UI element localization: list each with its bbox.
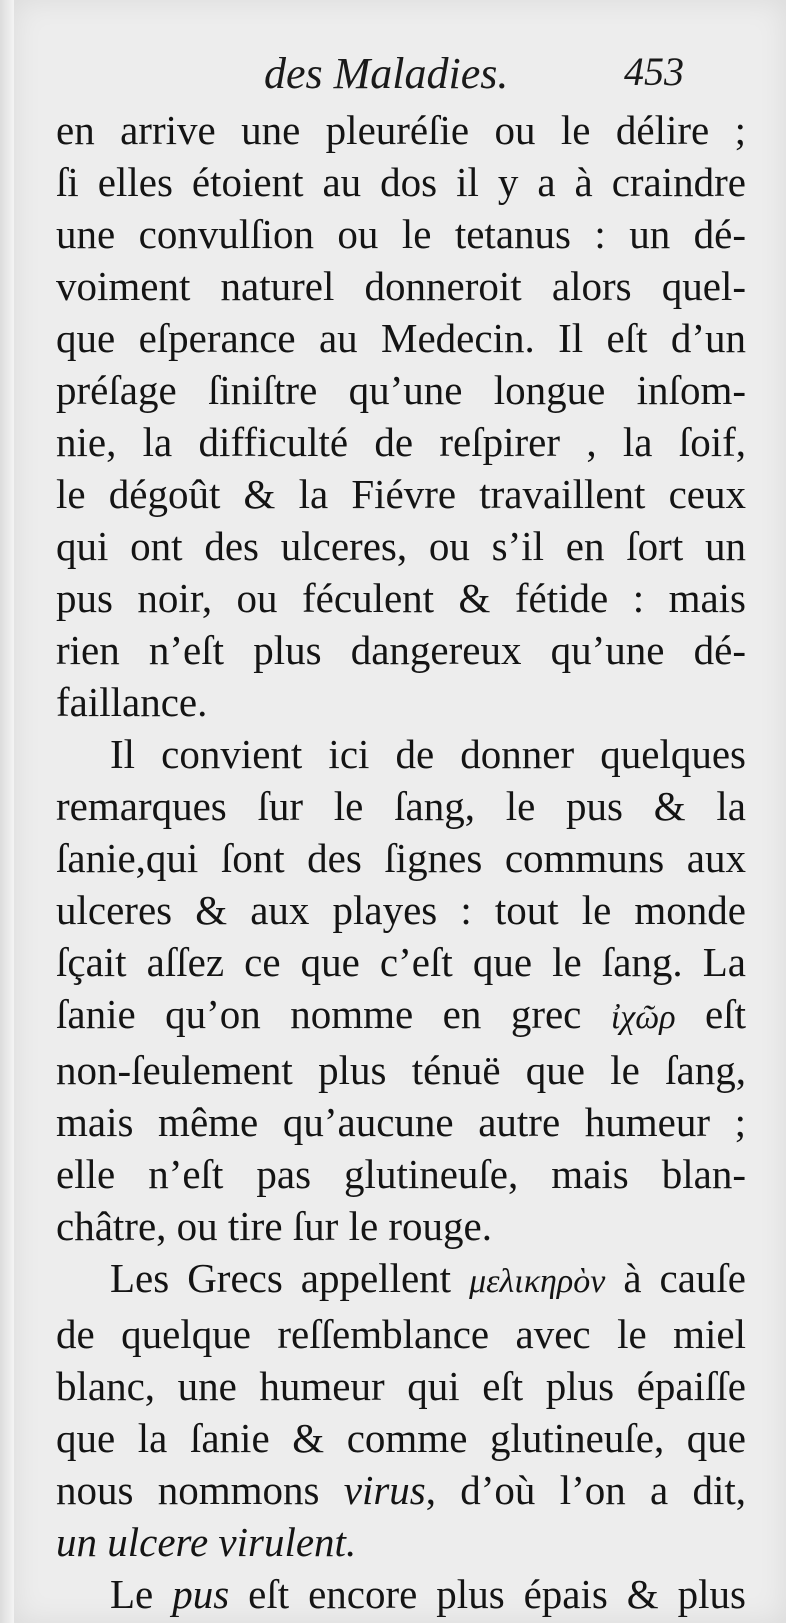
text-line: de quelque reſſemblance avec le miel [56,1311,746,1357]
body-text [56,104,746,1620]
text-line [56,1568,746,1620]
italic-word: pus [172,1571,230,1617]
text-line: ſanie,qui ſont des ſignes communs aux [56,835,746,881]
text-line: pus noir, ou féculent & fétide : mais [56,575,746,621]
text-line: elle n’eſt pas glutineuſe, mais blan- [56,1151,746,1197]
text-line: blanc, une humeur qui eſt plus épaiſſe [56,1363,746,1409]
text-line: non-ſeulement plus ténuë que le ſang, [56,1047,746,1093]
text-line: rien n’eſt plus dangereux qu’une dé- [56,627,746,673]
text-span: à cauſe [623,1255,746,1301]
text-line: un ulcere virulent. [56,1519,357,1565]
text-line: que eſperance au Medecin. Il eſt d’un [56,315,746,361]
text-line: nie, la difficulté de reſpirer , la ſoif, [56,419,746,465]
page-gutter-shadow [0,0,14,1623]
text-line: que la ſanie & comme glutineuſe, que [56,1415,746,1461]
text-span: , d’où l’on a dit, [425,1467,747,1513]
text-line: ſi elles étoient au dos il y a à craindre [56,159,746,205]
text-line: mais même qu’aucune autre humeur ; [56,1099,746,1145]
text-line: une convulſion ou le tetanus : un dé- [56,211,746,257]
text-line: châtre, ou tire ſur le rouge. [56,1203,493,1249]
italic-word: virus [343,1467,426,1513]
page-number: 453 [624,49,684,94]
text-span: Le [110,1571,154,1617]
greek-word: ἰχῶρ [610,999,676,1036]
page-header [14,48,786,108]
text-line: voiment naturel donneroit alors quel- [56,263,746,309]
text-line: préſage ſiniſtre qu’une longue inſom- [56,367,746,413]
text-span: eſt encore plus épais & plus [248,1571,747,1617]
text-span: Les Grecs appellent [110,1255,452,1301]
text-line [56,1252,746,1308]
text-line: en arrive une pleuréſie ou le délire ; [56,107,746,153]
text-span: nous nommons [56,1467,320,1513]
text-line: ſçait aſſez ce que c’eſt que le ſang. La [56,939,746,985]
text-line: le dégoût & la Fiévre travaillent ceux [56,471,746,517]
greek-word: μελικηρὸν [469,1263,606,1300]
text-span: ſanie qu’on nomme en grec [56,991,582,1037]
text-line: qui ont des ulceres, ou s’il en ſort un [56,523,746,569]
text-line: faillance. [56,679,208,725]
text-line: remarques ſur le ſang, le pus & la [56,783,746,829]
text-span: eſt [705,991,746,1037]
text-line: ulceres & aux playes : tout le monde [56,887,746,933]
book-page [14,0,786,1623]
running-title: des Maladies. [264,49,509,98]
text-line: Il convient ici de donner quelques [110,731,746,777]
text-line [56,988,746,1044]
text-line [56,1464,746,1516]
